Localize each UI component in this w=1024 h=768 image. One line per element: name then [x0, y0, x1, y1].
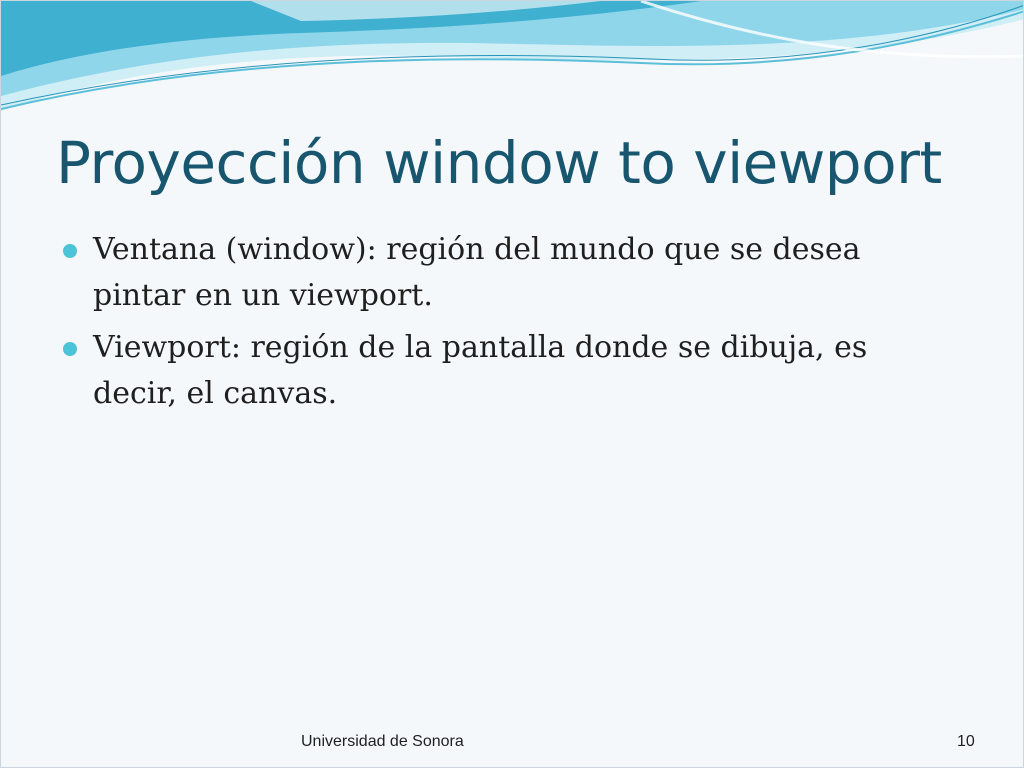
footer-text: Universidad de Sonora — [301, 733, 464, 750]
bullet-dot-icon — [63, 342, 77, 356]
list-item — [63, 325, 943, 417]
header-wave-decoration — [1, 1, 1024, 131]
slide-title: Proyección window to viewport — [56, 129, 942, 197]
page-number: 10 — [957, 733, 975, 750]
bullet-text: Viewport: región de la pantalla donde se dibuja, es decir, el canvas. — [93, 330, 868, 411]
bullet-text: Ventana (window): región del mundo que se desea pintar en un viewport. — [93, 232, 861, 313]
bullet-list — [63, 227, 943, 423]
bullet-dot-icon — [63, 244, 77, 258]
list-item — [63, 227, 943, 319]
